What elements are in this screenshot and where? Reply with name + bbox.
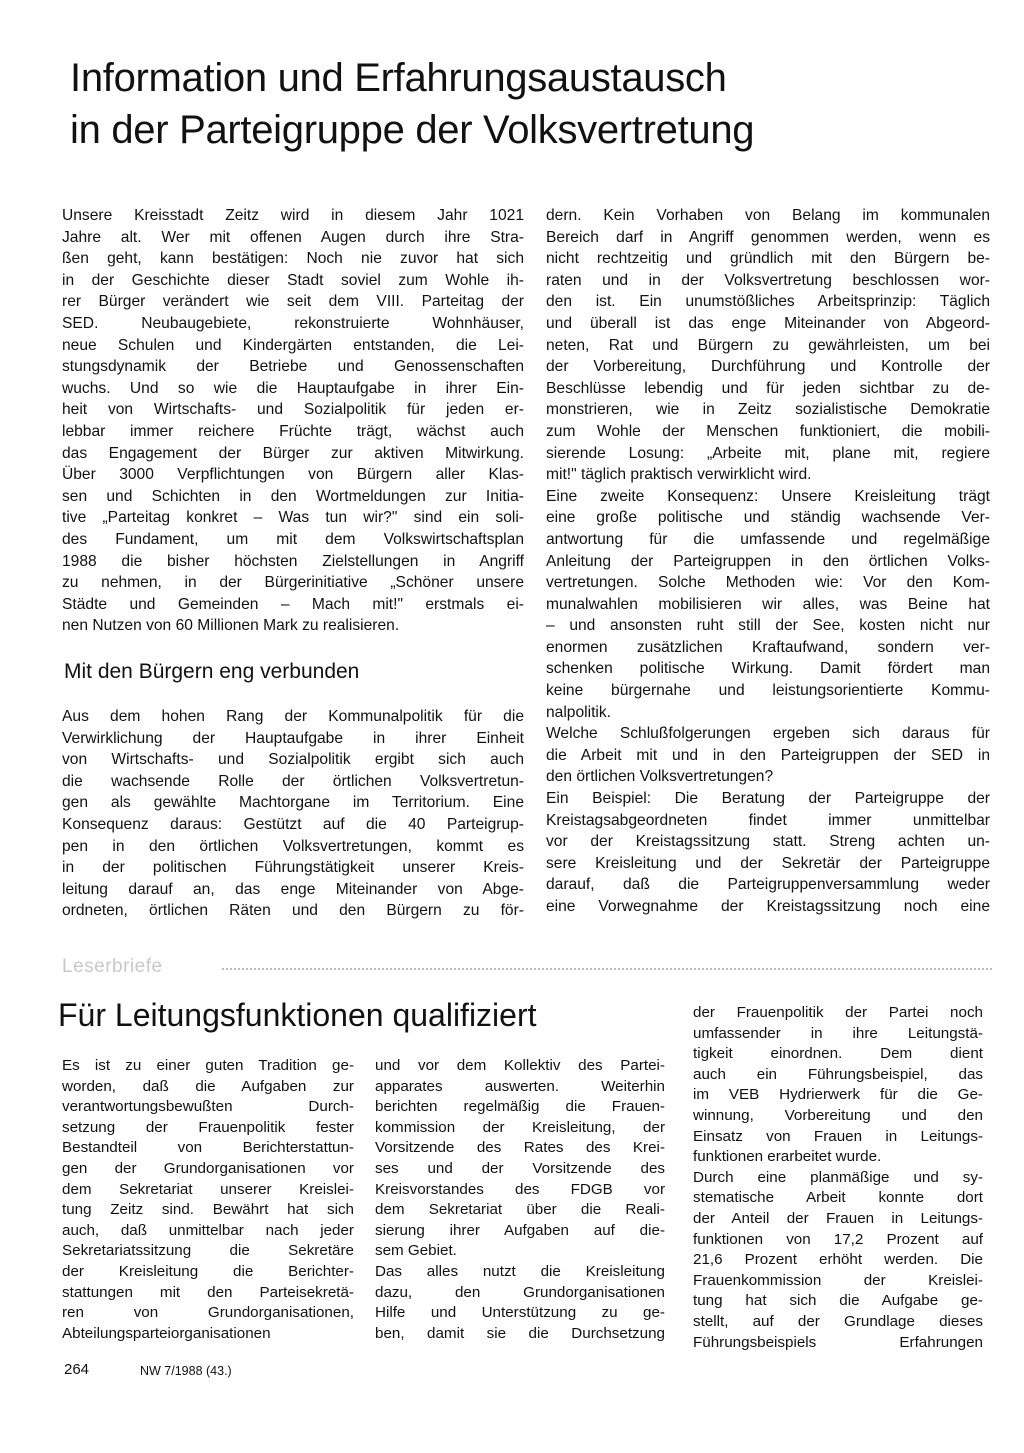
text-line: Frauenkommission der Kreislei- bbox=[693, 1271, 983, 1289]
text-line: funktionen erarbeitet wurde. bbox=[693, 1148, 882, 1166]
text-line: gen als gewählte Machtorgane im Territorium. Eine bbox=[62, 794, 524, 812]
text-line: der Kreisleitung die Berichter- bbox=[62, 1262, 354, 1280]
text-line: zum Wohle der Menschen funktioniert, die mobili- bbox=[546, 422, 990, 440]
text-line: Verwirklichung der Hauptaufgabe in ihrer Einheit bbox=[62, 729, 524, 747]
text-line: gen der Grundorganisationen vor bbox=[62, 1159, 354, 1177]
text-line: eine Vorwegnahme der Kreistagssitzung noch eine bbox=[546, 898, 990, 915]
article-title bbox=[70, 52, 970, 156]
text-line: der Frauenpolitik der Partei noch bbox=[693, 1004, 983, 1021]
text-line: in der Geschichte dieser Stadt soviel zum Wohle ih- bbox=[62, 271, 524, 289]
text-line: Abteilungsparteiorganisationen bbox=[62, 1324, 271, 1342]
text-line: ses und der Vorsitzende des bbox=[375, 1159, 665, 1177]
text-line: den örtlichen Volksvertretungen? bbox=[546, 768, 774, 786]
text-line: die Arbeit mit und in den Parteigruppen der SED in bbox=[546, 746, 990, 764]
text-line: heit von Wirtschafts- und Sozialpolitik für jeden er- bbox=[62, 401, 524, 419]
text-line: worden, daß die Aufgaben zur bbox=[62, 1077, 354, 1095]
text-line: des Fundament, um mit dem Volkswirtschaftsplan bbox=[62, 530, 524, 548]
issue-reference: NW 7/1988 (43.) bbox=[140, 1364, 232, 1378]
section-subheading: Mit den Bürgern eng verbunden bbox=[64, 660, 360, 683]
text-line: der Anteil der Frauen in Leitungs- bbox=[693, 1209, 983, 1227]
text-line: kommission der Kreisleitung, der bbox=[375, 1118, 665, 1136]
text-line: Vorsitzende des Rates des Krei- bbox=[375, 1139, 665, 1157]
text-line: – und ansonsten ruht still der See, kosten nicht nur bbox=[546, 617, 990, 635]
text-line: ßen geht, kann bestätigen: Noch nie zuvor hat sich bbox=[62, 250, 524, 268]
text-line: umfassender in ihre Leitungstä- bbox=[693, 1024, 983, 1042]
text-line: Beschlüsse lebendig und für jeden sichtbar zu de- bbox=[546, 379, 990, 397]
text-line: das Engagement der Bürger zur aktiven Mitwirkung. bbox=[62, 444, 524, 462]
text-line: raten und in der Volksvertretung beschlossen wor- bbox=[546, 271, 990, 289]
text-line: dazu, den Grundorganisationen bbox=[375, 1283, 665, 1301]
text-line: auch, daß unmittelbar nach jeder bbox=[62, 1221, 354, 1239]
text-line: Aus dem hohen Rang der Kommunalpolitik für die bbox=[62, 708, 524, 725]
text-line: Jahre alt. Wer mit offenen Augen durch ihre Stra- bbox=[62, 228, 524, 246]
text-line: darauf, daß die Parteigruppenversammlung weder bbox=[546, 876, 990, 894]
text-line: tigkeit einordnen. Dem dient bbox=[693, 1045, 983, 1063]
text-line: dern. Kein Vorhaben von Belang im kommunalen bbox=[546, 207, 990, 224]
text-line: der Vorbereitung, Durchführung und Kontrolle der bbox=[546, 358, 990, 376]
text-line: von Wirtschafts- und Sozialpolitik ergibt sich auch bbox=[62, 751, 524, 769]
text-line: funktionen von 17,2 Prozent auf bbox=[693, 1230, 983, 1248]
article-column-2 bbox=[546, 205, 990, 918]
text-line: nen Nutzen von 60 Millionen Mark zu realisieren. bbox=[62, 617, 400, 635]
text-line: und überall ist das enge Miteinander von Abgeord- bbox=[546, 314, 990, 332]
text-line: sere Kreisleitung und der Sekretär der Parteigruppe bbox=[546, 854, 990, 872]
text-line: verantwortungsbewußten Durch- bbox=[62, 1098, 354, 1116]
article-column-1 bbox=[62, 205, 524, 637]
text-line: Kreistagsabgeordneten findet immer unmittelbar bbox=[546, 811, 990, 829]
article-title-line-2: in der Parteigruppe der Volksvertretung bbox=[70, 108, 755, 152]
text-line: sem Gebiet. bbox=[375, 1242, 457, 1260]
text-line: stellt, auf der Grundlage dieses bbox=[693, 1312, 983, 1330]
text-line: Sekretariatssitzung die Sekretäre bbox=[62, 1242, 354, 1260]
text-line: lebbar immer reichere Früchte trägt, wächst auch bbox=[62, 422, 524, 440]
text-line: apparates auswerten. Weiterhin bbox=[375, 1077, 665, 1095]
text-line: tung Zeitz sind. Bewährt hat sich bbox=[62, 1201, 354, 1219]
text-line: antwortung für die umfassende und regelmäßige bbox=[546, 530, 990, 548]
text-line: auch ein Führungsbeispiel, das bbox=[693, 1065, 983, 1083]
text-line: neten, Rat und Bürgern zu gewährleisten, um bei bbox=[546, 336, 990, 354]
text-line: pen in den örtlichen Volksvertretungen, kommt es bbox=[62, 837, 524, 855]
text-line: Bestandteil von Berichterstattun- bbox=[62, 1139, 354, 1157]
text-line: enormen zusätzlichen Kraftaufwand, sondern ver- bbox=[546, 638, 990, 656]
text-line: Es ist zu einer guten Tradition ge- bbox=[62, 1057, 354, 1074]
text-line: tive „Parteitag konkret – Was tun wir?" sind ein soli- bbox=[62, 509, 524, 527]
text-line: Unsere Kreisstadt Zeitz wird in diesem Jahr 1021 bbox=[62, 207, 524, 224]
text-line: berichten regelmäßig die Frauen- bbox=[375, 1098, 665, 1116]
text-line: sierung ihrer Aufgaben auf die- bbox=[375, 1221, 665, 1239]
text-line: dem Sekretariat unserer Kreislei- bbox=[62, 1180, 354, 1198]
text-line: Kreisvorstandes des FDGB vor bbox=[375, 1180, 665, 1198]
text-line: dem Sekretariat über die Reali- bbox=[375, 1201, 665, 1219]
text-line: nalpolitik. bbox=[546, 703, 612, 721]
letter-column-2 bbox=[375, 1056, 665, 1344]
text-line: ren von Grundorganisationen, bbox=[62, 1304, 354, 1322]
text-line: und vor dem Kollektiv des Partei- bbox=[375, 1057, 665, 1074]
text-line: SED. Neubaugebiete, rekonstruierte Wohnhäuser, bbox=[62, 314, 524, 332]
text-line: munalwahlen mobilisieren wir alles, was Beine hat bbox=[546, 595, 990, 613]
text-line: setzung der Frauenpolitik fester bbox=[62, 1118, 354, 1136]
article-column-1-continued bbox=[62, 706, 524, 922]
text-line: Welche Schlußfolgerungen ergeben sich daraus für bbox=[546, 725, 990, 743]
text-line: winnung, Vorbereitung und den bbox=[693, 1106, 983, 1124]
section-label-leserbriefe: Leserbriefe bbox=[62, 956, 163, 977]
text-line: schenken politische Wirkung. Damit fördert man bbox=[546, 660, 990, 678]
text-line: Bereich darf in Angriff genommen werden, wenn es bbox=[546, 228, 990, 246]
page-number: 264 bbox=[64, 1361, 90, 1378]
text-line: sen und Schichten in den Wortmeldungen zur Initia- bbox=[62, 487, 524, 505]
text-line: Über 3000 Verpflichtungen von Bürgern aller Klas- bbox=[62, 466, 524, 484]
text-line: Städte und Gemeinden – Mach mit!" erstmals ei- bbox=[62, 595, 524, 613]
text-line: Durch eine planmäßige und sy- bbox=[693, 1168, 983, 1186]
text-line: Hilfe und Unterstützung zu ge- bbox=[375, 1304, 665, 1322]
letter-title: Für Leitungsfunktionen qualifiziert bbox=[58, 997, 537, 1033]
text-line: die wachsende Rolle der örtlichen Volksvertretun- bbox=[62, 772, 524, 790]
text-line: in der politischen Führungstätigkeit unserer Kreis- bbox=[62, 859, 524, 877]
text-line: im VEB Hydrierwerk für die Ge- bbox=[693, 1086, 983, 1104]
text-line: Führungsbeispiels Erfahrungen bbox=[693, 1333, 983, 1351]
text-line: Anleitung der Parteigruppen in den örtlichen Volks- bbox=[546, 552, 990, 570]
letter-column-1 bbox=[62, 1056, 354, 1344]
text-line: 1988 die bisher höchsten Zielstellungen in Angriff bbox=[62, 552, 524, 570]
text-line: stematische Arbeit konnte dort bbox=[693, 1189, 983, 1207]
section-divider bbox=[222, 968, 992, 970]
text-line: wuchs. Und so wie die Hauptaufgabe in ihrer Ein- bbox=[62, 379, 524, 397]
text-line: nicht rechtzeitig und gründlich mit den Bürgern be- bbox=[546, 250, 990, 268]
text-line: stattungen mit den Parteisekretä- bbox=[62, 1283, 354, 1301]
text-line: mit!" täglich praktisch verwirklicht wird. bbox=[546, 466, 812, 484]
text-line: monstrieren, wie in Zeitz sozialistische Demokratie bbox=[546, 401, 990, 419]
text-line: ben, damit sie die Durchsetzung bbox=[375, 1324, 665, 1342]
text-line: stungsdynamik der Betriebe und Genossenschaften bbox=[62, 358, 524, 376]
text-line: eine große politische und ständig wachsende Ver- bbox=[546, 509, 990, 527]
text-line: ordneten, örtlichen Räten und den Bürgern zu för- bbox=[62, 902, 524, 920]
text-line: Ein Beispiel: Die Beratung der Parteigruppe der bbox=[546, 790, 990, 808]
text-line: neue Schulen und Kindergärten entstanden, die Lei- bbox=[62, 336, 524, 354]
text-line: 21,6 Prozent erhöht werden. Die bbox=[693, 1251, 983, 1269]
text-line: zu nehmen, in der Bürgerinitiative „Schöner unsere bbox=[62, 574, 524, 592]
text-line: Konsequenz daraus: Gestützt auf die 40 Parteigrup- bbox=[62, 815, 524, 833]
article-title-line-1: Information und Erfahrungsaustausch bbox=[70, 56, 727, 100]
text-line: vor der Kreistagssitzung statt. Streng achten un- bbox=[546, 833, 990, 851]
text-line: rer Bürger verändert wie seit dem VIII. Parteitag der bbox=[62, 293, 524, 311]
text-line: Eine zweite Konsequenz: Unsere Kreisleitung trägt bbox=[546, 487, 990, 505]
text-line: Einsatz von Frauen in Leitungs- bbox=[693, 1127, 983, 1145]
text-line: leitung darauf an, das enge Miteinander von Abge- bbox=[62, 880, 524, 898]
text-line: den ist. Ein unumstößliches Arbeitsprinzip: Täglich bbox=[546, 293, 990, 311]
text-line: Das alles nutzt die Kreisleitung bbox=[375, 1262, 665, 1280]
letter-column-3 bbox=[693, 1003, 983, 1353]
text-line: keine bürgernahe und leistungsorientierte Kommu- bbox=[546, 682, 990, 700]
text-line: sierende Losung: „Arbeite mit, plane mit, regiere bbox=[546, 444, 990, 462]
text-line: vertretungen. Solche Methoden wie: Vor den Kom- bbox=[546, 574, 990, 592]
text-line: tung hat sich die Aufgabe ge- bbox=[693, 1292, 983, 1310]
